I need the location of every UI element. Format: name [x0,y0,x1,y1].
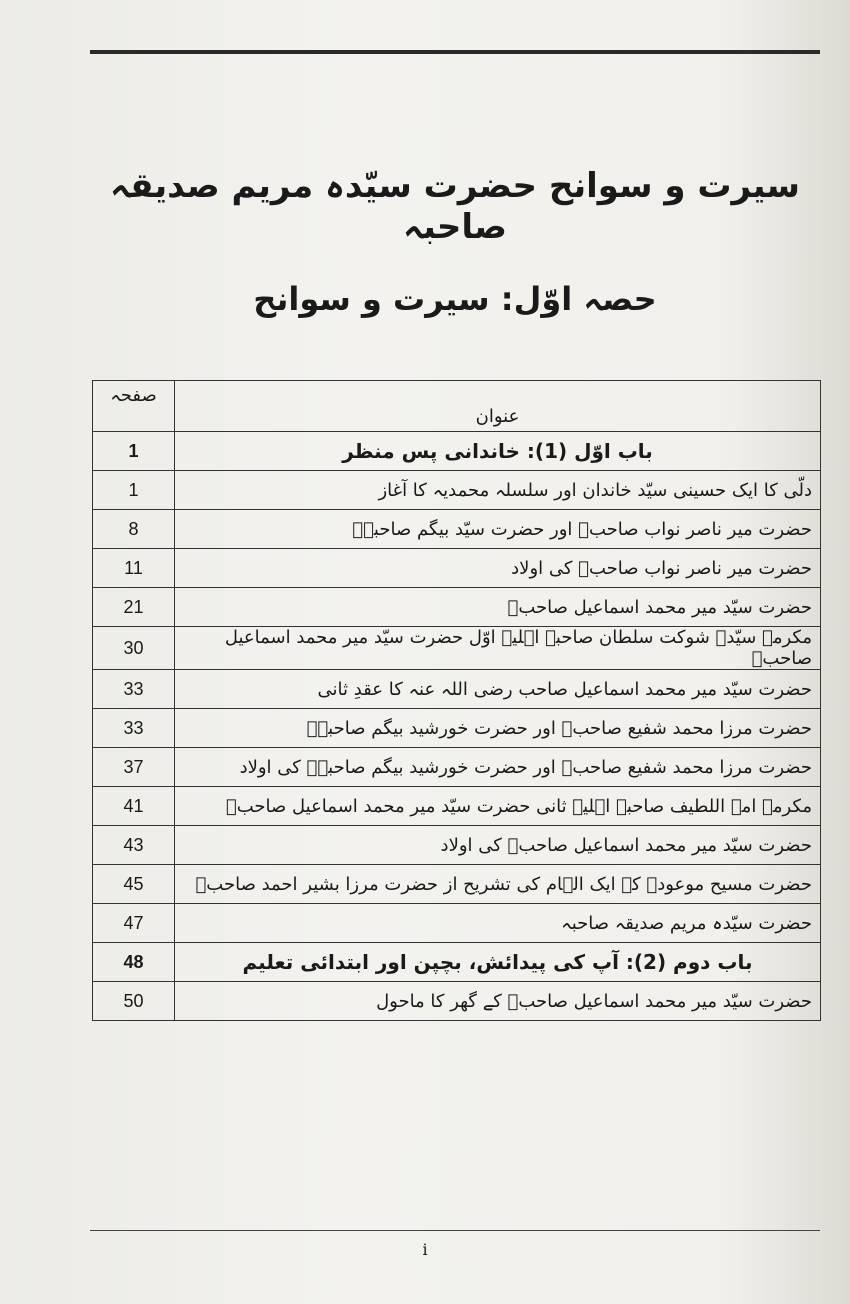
toc-entry-title: حضرت سیّدہ مریم صدیقہ صاحبہ [175,904,821,943]
toc-row [93,588,821,627]
toc-entry-title: حضرت سیّد میر محمد اسماعیل صاحبؓ کے گھر کا ماحول [175,982,821,1021]
toc-row [93,627,821,670]
toc-entry-title: مکرمہ سیّدہ شوکت سلطان صاحبہ اہلیہ اوّل حضرت سیّد میر محمد اسماعیل صاحبؓ [175,627,821,670]
toc-header-page: صفحہ [93,381,175,432]
toc-row [93,982,821,1021]
toc-entry-page: 50 [93,982,175,1021]
toc-entry-page: 11 [93,549,175,588]
toc-header-title: عنوان [175,381,821,432]
main-title: سیرت و سوانح حضرت سیّدہ مریم صدیقہ صاحبہ [110,166,800,247]
toc-row [93,670,821,709]
toc-row [93,549,821,588]
toc-row [93,904,821,943]
toc-entry-title: مکرمہ امۃ اللطیف صاحبہ اہلیہ ثانی حضرت سیّد میر محمد اسماعیل صاحبؓ [175,787,821,826]
toc-row [93,787,821,826]
toc-entry-page: 1 [93,432,175,471]
toc-row [93,510,821,549]
toc-row [93,826,821,865]
toc-entry-page: 1 [93,471,175,510]
toc-entry-title: حضرت میر ناصر نواب صاحبؓ کی اولاد [175,549,821,588]
toc-entry-title: حضرت سیّد میر محمد اسماعیل صاحب رضی اللہ عنہ کا عقدِ ثانی [175,670,821,709]
toc-row [93,471,821,510]
toc-entry-title: باب اوّل (1): خاندانی پس منظر [175,432,821,471]
toc-entry-page: 8 [93,510,175,549]
toc-entry-page: 47 [93,904,175,943]
toc-entry-page: 30 [93,627,175,670]
toc-table [92,380,821,1021]
bottom-rule [90,1230,820,1231]
toc-row [93,748,821,787]
top-rule [90,50,820,54]
toc-entry-page: 33 [93,670,175,709]
toc-entry-title: حضرت سیّد میر محمد اسماعیل صاحبؓ [175,588,821,627]
toc-row [93,709,821,748]
toc-entry-page: 33 [93,709,175,748]
toc-chapter-row [93,943,821,982]
toc-chapter-row [93,432,821,471]
toc-entry-page: 21 [93,588,175,627]
toc-entry-title: حضرت سیّد میر محمد اسماعیل صاحبؓ کی اولاد [175,826,821,865]
toc-entry-page: 41 [93,787,175,826]
toc-header-row [93,381,821,432]
toc-entry-title: حضرت مرزا محمد شفیع صاحبؓ اور حضرت خورشید بیگم صاحبہؓ کی اولاد [175,748,821,787]
toc-entry-page: 48 [93,943,175,982]
toc-entry-title: حضرت میر ناصر نواب صاحبؓ اور حضرت سیّد بیگم صاحبہؓ [175,510,821,549]
toc-entry-title: حضرت مسیح موعودؑ کے ایک الہام کی تشریح از حضرت مرزا بشیر احمد صاحبؓ [175,865,821,904]
toc-entry-page: 37 [93,748,175,787]
toc-entry-title: دلّی کا ایک حسینی سیّد خاندان اور سلسلہ محمدیہ کا آغاز [175,471,821,510]
toc-entry-page: 43 [93,826,175,865]
section-title: حصہ اوّل: سیرت و سوانح [253,280,657,318]
toc-row [93,865,821,904]
page-number: i [422,1240,428,1259]
toc-entry-title: باب دوم (2): آپ کی پیدائش، بچپن اور ابتدائی تعلیم [175,943,821,982]
toc-entry-page: 45 [93,865,175,904]
toc-entry-title: حضرت مرزا محمد شفیع صاحبؓ اور حضرت خورشید بیگم صاحبہؓ [175,709,821,748]
